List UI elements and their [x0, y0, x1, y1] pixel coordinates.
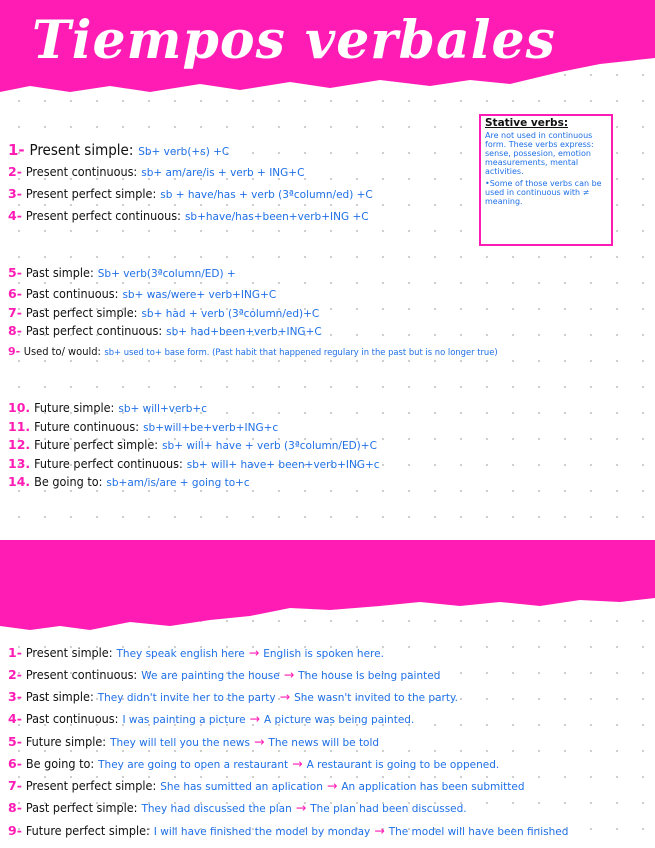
passive-row: [8, 667, 440, 684]
tense-row: [8, 323, 322, 340]
tense-label: Used to/ would:: [23, 345, 101, 358]
passive-label: Past simple:: [25, 689, 94, 704]
passive-label: Past perfect simple:: [25, 800, 138, 815]
tense-number: 12.: [8, 437, 31, 452]
passive-sentence: The news will be told: [268, 737, 380, 749]
tense-formula: sb+will+be+verb+ING+c: [143, 422, 279, 434]
arrow-icon: →: [253, 734, 265, 749]
tense-label: Present perfect continuous:: [25, 208, 181, 223]
passive-row: [8, 711, 414, 728]
tense-label: Past simple:: [25, 265, 94, 280]
active-sentence: I was painting a picture: [122, 714, 246, 726]
passive-label: Present continuous:: [25, 667, 138, 682]
arrow-icon: →: [292, 756, 303, 771]
stative-verbs-extra: •Some of those verbs can be used in continuous with ≠ meaning.: [485, 179, 602, 206]
tense-formula: sb+am/is/are + going to+c: [106, 477, 250, 489]
tense-label: Present continuous:: [25, 164, 138, 179]
tense-label: Future perfect simple:: [34, 437, 159, 452]
tense-number: 9-: [8, 345, 21, 358]
passive-number: 9-: [8, 823, 22, 838]
tense-label: Present perfect simple:: [25, 186, 157, 201]
passive-row: [8, 689, 458, 706]
tense-formula: Sb+ verb(3ªcolumn/ED) +: [97, 268, 236, 280]
tense-row: [8, 164, 304, 181]
tense-formula: sb+ had+been+verb+ING+C: [166, 326, 322, 338]
passive-sentence: English is spoken here.: [263, 648, 384, 660]
tense-row: [8, 437, 377, 454]
active-sentence: They speak english here: [116, 648, 245, 660]
tense-number: 5-: [8, 265, 22, 280]
tense-formula: sb+ am/are/is + verb + ING+C: [141, 167, 305, 179]
tense-row: [8, 419, 278, 436]
tense-label: Future simple:: [34, 400, 115, 415]
arrow-icon: →: [248, 645, 260, 660]
tense-label: Past perfect simple:: [25, 305, 138, 320]
passive-sentence: A restaurant is going to be oppened.: [306, 759, 500, 771]
tense-formula: Sb+ verb(+s) +C: [138, 146, 230, 158]
passive-sentence: The house is being painted: [298, 670, 441, 682]
stative-verbs-title: Stative verbs:: [485, 117, 569, 129]
passive-row: [8, 778, 525, 795]
passive-sentence: She wasn't invited to the party.: [294, 692, 459, 704]
passive-number: 8-: [8, 800, 22, 815]
stative-verbs-note: Are not used in continuous form. These verbs express: sense, possesion, emotion measurements, mental activities.: [485, 131, 594, 176]
passive-row: [8, 645, 384, 662]
tense-formula: sb+ will+verb+c: [118, 403, 207, 415]
tense-formula: sb+have/has+been+verb+ING +C: [184, 211, 369, 223]
tense-number: 3-: [8, 186, 22, 201]
tense-number: 13.: [8, 456, 31, 471]
passive-number: 5-: [8, 734, 22, 749]
arrow-icon: →: [283, 667, 295, 682]
passive-label: Future simple:: [25, 734, 107, 749]
passive-sentence: An application has been submitted: [341, 781, 525, 793]
arrow-icon: →: [279, 689, 291, 704]
tense-number: 2-: [8, 164, 22, 179]
tense-label: Past continuous:: [25, 286, 119, 301]
tense-number: 8-: [8, 323, 22, 338]
passive-row: [8, 734, 379, 751]
active-sentence: I will have finished the model by monday: [153, 826, 371, 838]
tense-row: [8, 265, 236, 282]
tense-row: [8, 286, 276, 303]
passive-number: 3-: [8, 689, 22, 704]
arrow-icon: →: [374, 823, 385, 838]
arrow-icon: →: [326, 778, 338, 793]
passive-label: Past continuous:: [25, 711, 119, 726]
tense-number: 7-: [8, 305, 22, 320]
passive-sentence: A picture was being painted.: [263, 714, 415, 726]
tense-number: 14.: [8, 474, 31, 489]
tense-label: Present simple:: [29, 141, 134, 159]
tense-label: Future continuous:: [34, 419, 140, 434]
tense-row: [8, 456, 380, 473]
active-sentence: They had discussed the plan: [141, 803, 292, 815]
stative-verbs-box: [479, 114, 613, 246]
active-sentence: They will tell you the news: [110, 737, 250, 749]
passive-title: Pasive: [28, 565, 232, 631]
tense-label: Future perfect continuous:: [34, 456, 183, 471]
tense-formula: sb + have/has + verb (3ªcolumn/ed) +C: [160, 189, 373, 201]
tense-number: 4-: [8, 208, 22, 223]
tense-number: 10.: [8, 400, 31, 415]
tense-formula: sb+ used to+ base form. (Past habit that happened regulary in the past but is no longer true): [104, 347, 498, 357]
passive-number: 7-: [8, 778, 22, 793]
passive-number: 6-: [8, 756, 22, 771]
passive-number: 4-: [8, 711, 22, 726]
active-sentence: We are painting the house: [141, 670, 280, 682]
active-sentence: They are going to open a restaurant: [98, 759, 289, 771]
tense-number: 6-: [8, 286, 22, 301]
tense-number: 11.: [8, 419, 31, 434]
tense-formula: sb+ had + verb (3ªcolumn/ed)+C: [141, 308, 320, 320]
tense-formula: sb+ was/were+ verb+ING+C: [122, 289, 277, 301]
tense-formula: sb+ will+ have + verb (3ªcolumn/ED)+C: [162, 440, 377, 452]
active-sentence: They didn't invite her to the party: [97, 692, 276, 704]
tense-number: 1-: [8, 141, 25, 159]
passive-number: 1-: [8, 645, 22, 660]
tense-row: [8, 142, 229, 160]
tense-row: [8, 474, 250, 491]
passive-sentence: The model will have been finished: [388, 826, 569, 838]
tense-formula: sb+ will+ have+ been+verb+ING+c: [186, 459, 380, 471]
passive-row: [8, 756, 499, 773]
tense-row: [8, 208, 369, 225]
arrow-icon: →: [249, 711, 260, 726]
passive-label: Future perfect simple:: [25, 823, 150, 838]
active-sentence: She has sumitted an aplication: [160, 781, 323, 793]
passive-label: Present simple:: [25, 645, 113, 660]
passive-label: Be going to:: [25, 756, 95, 771]
passive-row: [8, 823, 568, 840]
passive-sentence: The plan had been discussed.: [310, 803, 467, 815]
page-title: Tiempos verbales: [32, 10, 556, 71]
tense-label: Be going to:: [34, 474, 103, 489]
passive-number: 2-: [8, 667, 22, 682]
tense-row: [8, 305, 319, 322]
tense-row: [8, 186, 373, 203]
tense-row: [8, 400, 207, 417]
tense-label: Past perfect continuous:: [25, 323, 163, 338]
arrow-icon: →: [295, 800, 307, 815]
passive-row: [8, 800, 467, 817]
passive-label: Present perfect simple:: [25, 778, 157, 793]
tense-row: [8, 344, 498, 360]
